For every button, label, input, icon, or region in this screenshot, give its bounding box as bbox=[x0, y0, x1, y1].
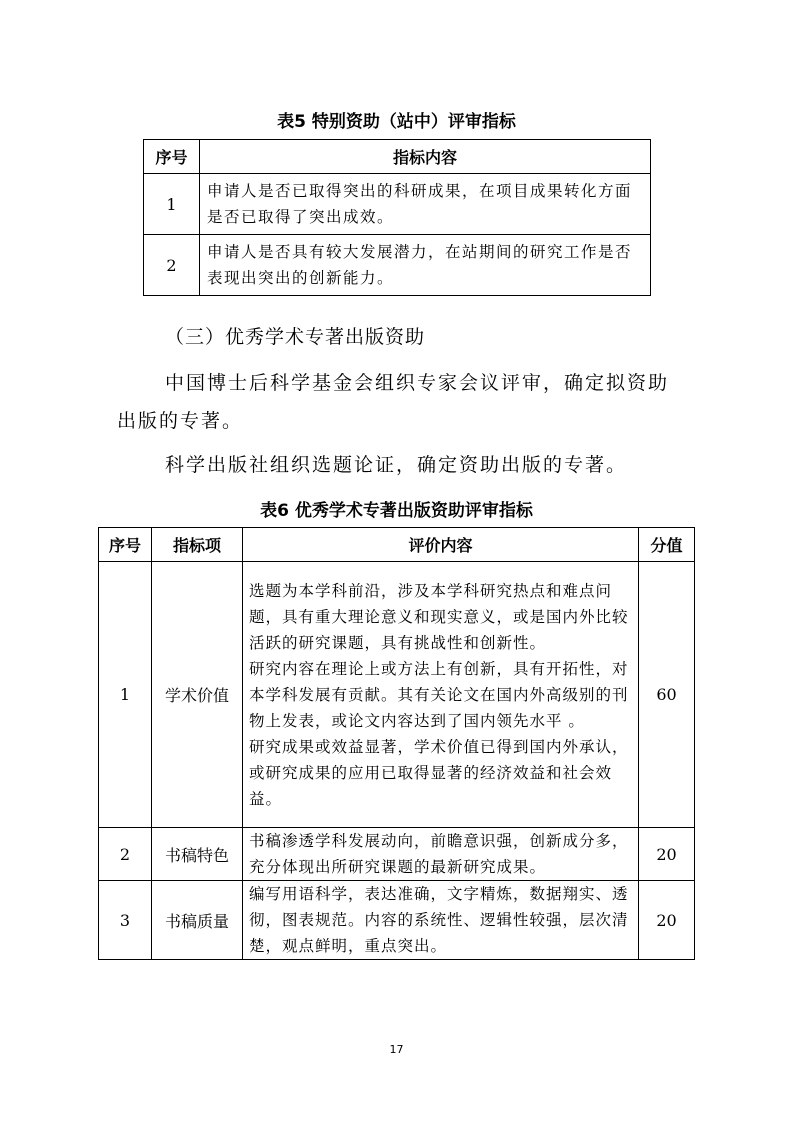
table6-header-row bbox=[99, 528, 695, 562]
table6-row1-content-p1: 选题为本学科前沿，涉及本学科研究热点和难点问题，具有重大理论意义和现实意义，或是国内外比较活跃的研究课题，具有挑战性和创新性。 bbox=[249, 581, 629, 652]
table6-header-no: 序号 bbox=[99, 528, 152, 562]
table5 bbox=[143, 139, 651, 296]
table6-row2-no: 2 bbox=[99, 828, 152, 881]
table5-header-no: 序号 bbox=[144, 140, 200, 174]
table6-row1-no: 1 bbox=[99, 562, 152, 828]
table5-row2-no: 2 bbox=[144, 235, 200, 296]
table6-row1-content-p3: 研究成果或效益显著，学术价值已得到国内外承认，或研究成果的应用已取得显著的经济效益和社会效益。 bbox=[249, 737, 629, 808]
table-row bbox=[99, 562, 695, 828]
table5-header-row bbox=[144, 140, 651, 174]
page-number: 17 bbox=[389, 1043, 404, 1056]
table5-row1-content: 申请人是否已取得突出的科研成果，在项目成果转化方面是否已取得了突出成效。 bbox=[200, 174, 651, 235]
table6 bbox=[98, 527, 695, 960]
table5-row1-no: 1 bbox=[144, 174, 200, 235]
table5-row2-content: 申请人是否具有较大发展潜力，在站期间的研究工作是否表现出突出的创新能力。 bbox=[200, 235, 651, 296]
table6-row3-item: 书稿质量 bbox=[152, 881, 243, 960]
table6-header-score: 分值 bbox=[639, 528, 695, 562]
table6-header-content: 评价内容 bbox=[243, 528, 639, 562]
table6-row2-content: 书稿渗透学科发展动向，前瞻意识强，创新成分多，充分体现出所研究课题的最新研究成果。 bbox=[243, 828, 639, 881]
table-row bbox=[99, 828, 695, 881]
table-row bbox=[144, 174, 651, 235]
table6-row3-no: 3 bbox=[99, 881, 152, 960]
table6-row3-score: 20 bbox=[639, 881, 695, 960]
table5-caption: 表5 特别资助（站中）评审指标 bbox=[277, 112, 516, 132]
table6-caption: 表6 优秀学术专著出版资助评审指标 bbox=[260, 501, 533, 521]
table6-row2-score: 20 bbox=[639, 828, 695, 881]
table6-row2-item: 书稿特色 bbox=[152, 828, 243, 881]
table6-row1-score: 60 bbox=[639, 562, 695, 828]
table6-row1-item: 学术价值 bbox=[152, 562, 243, 828]
table6-row1-content bbox=[243, 562, 639, 828]
table-row bbox=[144, 235, 651, 296]
table5-header-content: 指标内容 bbox=[200, 140, 651, 174]
section-paragraph-2: 科学出版社组织选题论证，确定资助出版的专著。 bbox=[165, 454, 628, 476]
section-paragraph-1: 中国博士后科学基金会组织专家会议评审，确定拟资助出版的专著。 bbox=[117, 372, 670, 432]
table6-row1-content-p2: 研究内容在理论上或方法上有创新，具有开拓性，对本学科发展有贡献。其有关论文在国内外高级别的刊物上发表，或论文内容达到了国内领先水平 。 bbox=[249, 659, 629, 730]
table6-header-item: 指标项 bbox=[152, 528, 243, 562]
table6-row3-content: 编写用语科学，表达准确，文字精炼，数据翔实、透彻，图表规范。内容的系统性、逻辑性较强，层次清楚，观点鲜明，重点突出。 bbox=[243, 881, 639, 960]
table-row bbox=[99, 881, 695, 960]
section-heading: （三）优秀学术专著出版资助 bbox=[165, 326, 426, 348]
